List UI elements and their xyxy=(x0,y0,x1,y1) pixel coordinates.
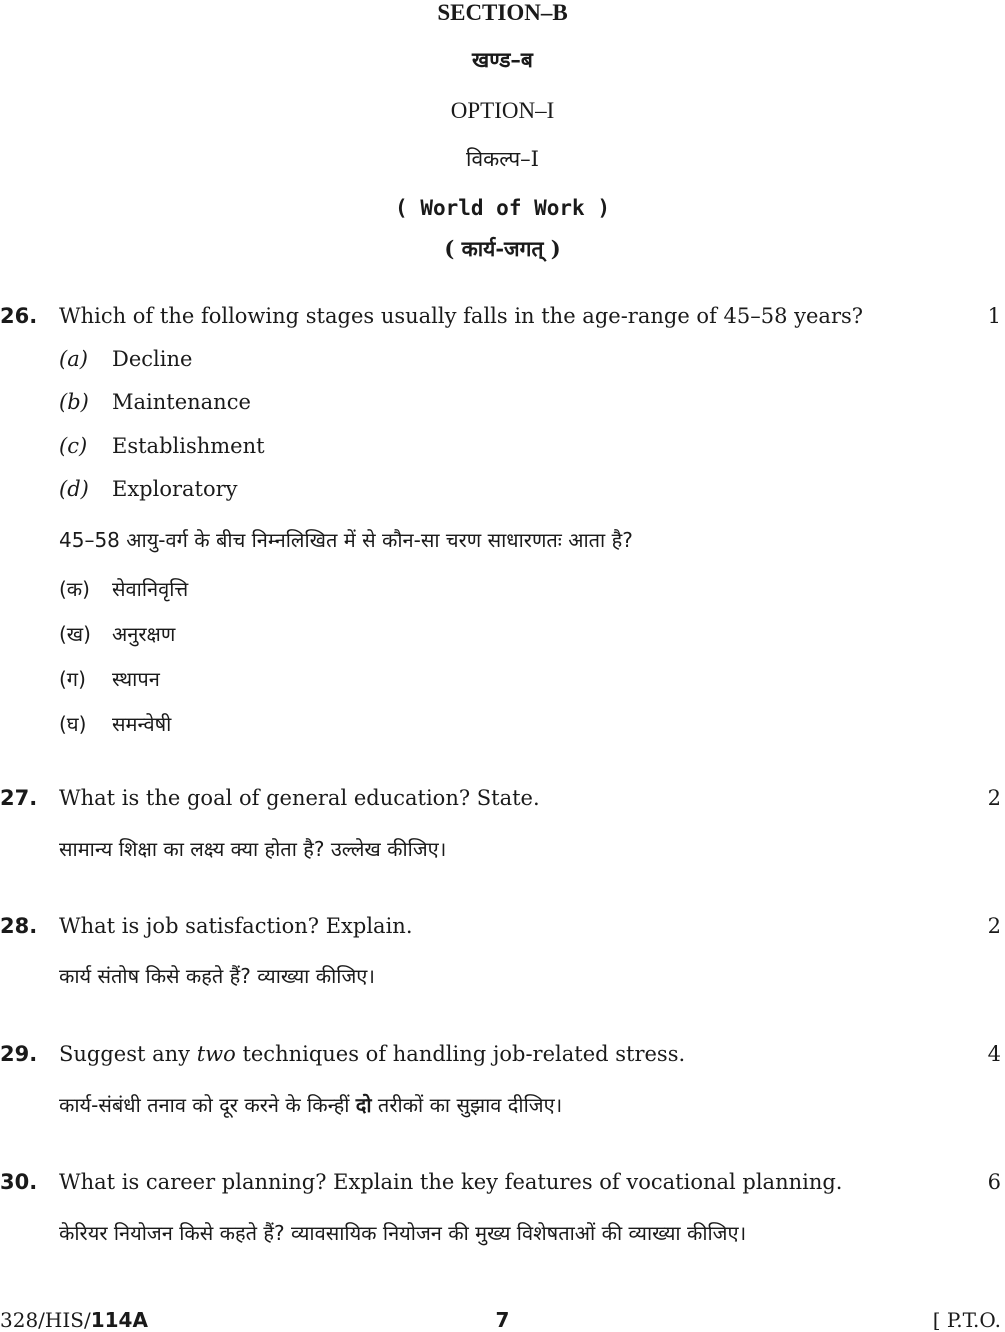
option-gha xyxy=(59,710,171,737)
option-a xyxy=(59,347,192,371)
pto-label: [ P.T.O. xyxy=(932,1308,1001,1332)
question-number: 27. xyxy=(0,786,38,810)
option-label: (d) xyxy=(59,477,89,501)
question-text-hindi: सामान्य शिक्षा का लक्ष्य क्या होता है? उल्लेख कीजिए। xyxy=(59,837,447,861)
option-text: Establishment xyxy=(112,434,265,458)
option-ga xyxy=(59,665,160,692)
question-number: 26. xyxy=(0,304,38,328)
question-text-hindi: केरियर नियोजन किसे कहते हैं? व्यावसायिक नियोजन की मुख्य विशेषताओं की व्याख्या कीजिए। xyxy=(59,1221,747,1245)
option-label: (a) xyxy=(59,347,88,371)
page-number: 7 xyxy=(495,1308,510,1332)
option-c xyxy=(59,434,265,458)
question-text-hindi: कार्य संतोष किसे कहते हैं? व्याख्या कीजिए। xyxy=(59,964,375,988)
question-text: What is the goal of general education? State. xyxy=(59,786,540,810)
question-text-hindi xyxy=(59,1091,562,1118)
question-text xyxy=(59,1042,685,1066)
text-segment: Suggest any xyxy=(59,1042,197,1066)
option-kha xyxy=(59,620,175,647)
option-label: (ग) xyxy=(59,667,86,691)
option-title: OPTION–I xyxy=(450,98,555,123)
text-segment: तरीकों का सुझाव दीजिए। xyxy=(371,1093,563,1117)
question-marks: 1 xyxy=(987,304,1001,328)
emphasis-text: दो xyxy=(355,1093,372,1117)
option-label: (क) xyxy=(59,577,90,601)
question-text: What is career planning? Explain the key features of vocational planning. xyxy=(59,1170,843,1194)
option-text: समन्वेषी xyxy=(112,712,172,736)
text-segment: techniques of handling job-related stress. xyxy=(235,1042,686,1066)
section-title-hindi: खण्ड–ब xyxy=(472,47,533,72)
option-title-hindi: विकल्प–I xyxy=(466,147,539,171)
option-text: Maintenance xyxy=(112,390,251,414)
option-label: (c) xyxy=(59,434,88,458)
option-text: Exploratory xyxy=(112,477,238,501)
text-segment: कार्य-संबंधी तनाव को दूर करने के किन्हीं xyxy=(59,1093,356,1117)
option-text: Decline xyxy=(112,347,193,371)
question-marks: 6 xyxy=(987,1170,1001,1194)
option-text: अनुरक्षण xyxy=(112,622,176,646)
paper-code-set: 114A xyxy=(90,1308,148,1332)
emphasis-text: two xyxy=(196,1042,236,1066)
option-label: (ख) xyxy=(59,622,91,646)
question-marks: 2 xyxy=(987,786,1001,810)
question-marks: 4 xyxy=(987,1042,1001,1066)
question-marks: 2 xyxy=(987,914,1001,938)
option-ka xyxy=(59,575,188,602)
paper-code-prefix: 328/HIS/ xyxy=(0,1308,91,1332)
question-number: 29. xyxy=(0,1042,38,1066)
question-number: 30. xyxy=(0,1170,38,1194)
question-number: 28. xyxy=(0,914,38,938)
option-label: (घ) xyxy=(59,712,87,736)
option-b xyxy=(59,390,251,414)
subject-title-hindi: ( कार्य-जगत् ) xyxy=(444,236,561,261)
option-text: स्थापन xyxy=(112,667,160,691)
section-title: SECTION–B xyxy=(437,0,568,25)
option-text: सेवानिवृत्ति xyxy=(112,577,189,601)
question-text-hindi: 45–58 आयु-वर्ग के बीच निम्नलिखित में से कौन-सा चरण साधारणतः आता है? xyxy=(59,528,633,552)
option-label: (b) xyxy=(59,390,89,414)
question-text: Which of the following stages usually falls in the age-range of 45–58 years? xyxy=(59,304,864,328)
subject-title: ( World of Work ) xyxy=(395,196,610,220)
option-d xyxy=(59,477,238,501)
question-text: What is job satisfaction? Explain. xyxy=(59,914,413,938)
